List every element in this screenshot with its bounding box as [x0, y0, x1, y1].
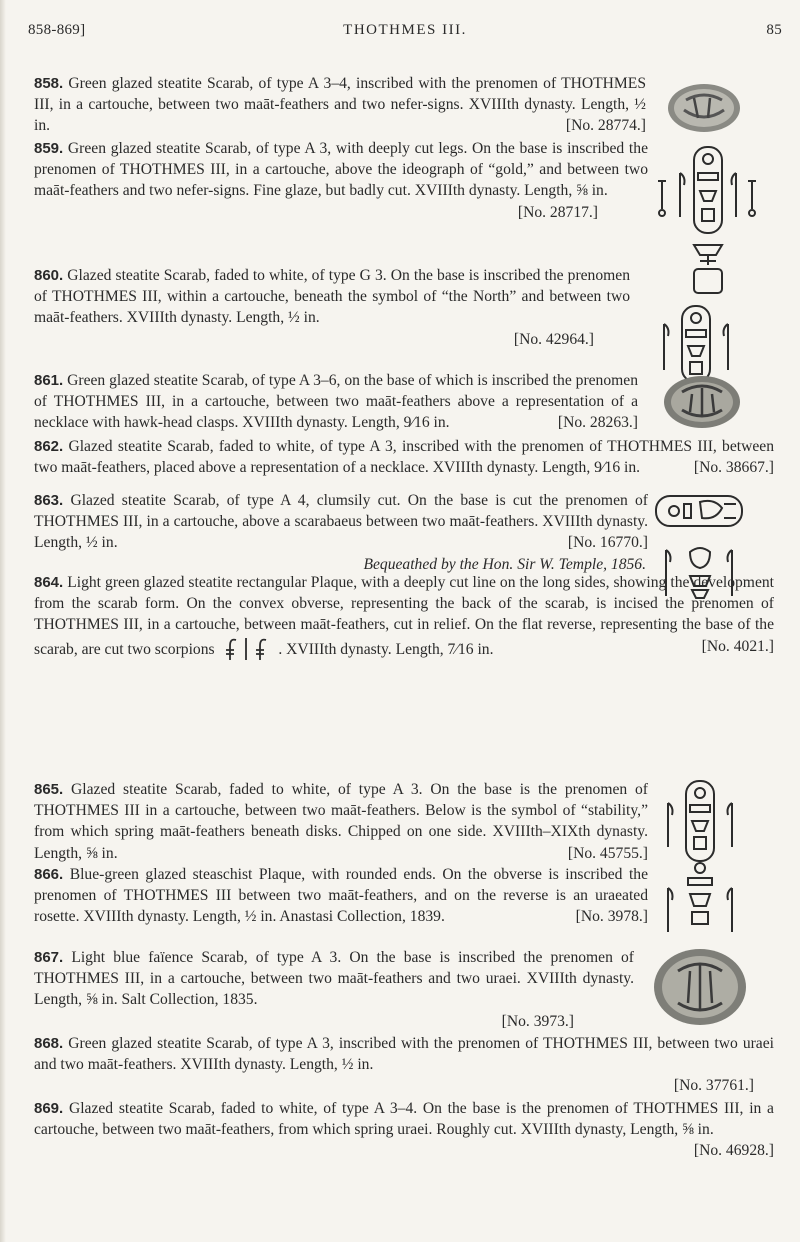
page-edge-shadow	[0, 0, 6, 1242]
running-header	[28, 22, 782, 44]
scorpions-glyph	[222, 636, 270, 662]
scarab-photo-861	[660, 372, 744, 432]
rosette-figure-866	[652, 858, 748, 938]
entry-869: 869. Glazed steatite Scarab, faded to white, of type A 3–4. On the base is the prenomen of THOTHMES III, in a cartouche, between two maāt-feathers, from which spring uraei. Roughly cut. XVIIIth dynasty, Length, ⅝ in. [No. 46928.]	[34, 1100, 774, 1160]
entry-860: 860. Glazed steatite Scarab, faded to white, of type G 3. On the base is inscribed the prenomen of THOTHMES III, within a cartouche, beneath the symbol of “the North” and between two maāt-feathers. XVIIIth dynasty. Length, ½ in. [No. 42964.]	[34, 267, 630, 348]
scarab-photo-867	[650, 945, 750, 1029]
entry-862: 862. Glazed steatite Scarab, faded to white, of type A 3, inscribed with the prenomen of THOTHMES III, between two maāt-feathers, placed above a representation of a necklace. XVIIIth dynasty. Length, 9⁄16 in. [No. 38667.]	[34, 438, 774, 477]
entry-859: 859. Green glazed steatite Scarab, of type A 3, with deeply cut legs. On the base is inscribed the prenomen of THOTHMES III, in a cartouche, above the ideograph of “gold,” and between two maāt-feathers and two nefer-signs. Fine glaze, but badly cut. XVIIIth dynasty. Length, ⅝ in. [No. 28717.]	[34, 140, 648, 221]
header-title: THOTHMES III.	[343, 22, 467, 38]
page-number: 85	[766, 22, 782, 38]
cartouche-figure-865	[652, 775, 748, 865]
entry-863: 863. Glazed steatite Scarab, of type A 4, clumsily cut. On the base is cut the prenomen of THOTHMES III, in a cartouche, above a scarabaeus between two maāt-feathers. XVIIIth dynasty. Length, ½ in. [No. 16770.] Bequeathed by the Hon. Sir W. Temple, 1856.	[34, 492, 648, 573]
entry-867: 867. Light blue faïence Scarab, of type A 3. On the base is inscribed the prenomen of THOTHMES III, in a cartouche, between two maāt-feathers and two uraei. XVIIIth dynasty. Length, ⅝ in. Salt Collection, 1835. [No. 3973.]	[34, 949, 634, 1030]
header-range: 858-869]	[28, 22, 86, 38]
entry-864: 864. Light green glazed steatite rectangular Plaque, with a deeply cut line on the long sides, showing the development from the scarab form. On the convex obverse, representing the back of the scarab, is incised the prenomen of THOTHMES III, in a cartouche, between maāt-feathers, cut in relief. On the flat reverse, representing the base of the scarab, are cut two scorpions . XVIIIth dynasty. Length, 7⁄16 in. [No. 4021.]	[34, 572, 774, 662]
entry-861: 861. Green glazed steatite Scarab, of type A 3–6, on the base of which is inscribed the prenomen of THOTHMES III, in a cartouche, between two maāt-feathers above a representation of a necklace with hawk-head clasps. XVIIIth dynasty. Length, 9⁄16 in. [No. 28263.]	[34, 372, 638, 432]
entry-858: 858. Green glazed steatite Scarab, of type A 3–4, inscribed with the prenomen of THOTHMES III, in a cartouche, between two maāt-feathers and two nefer-signs. XVIIIth dynasty. Length, ½ in. [No. 28774.]	[34, 75, 646, 135]
entry-868: 868. Green glazed steatite Scarab, of type A 3, inscribed with the prenomen of THOTHMES III, between two uraei and two maāt-feathers. XVIIIth dynasty. Length, ½ in. [No. 37761.]	[34, 1035, 774, 1095]
cartouche-figure-859	[656, 145, 756, 295]
scarab-photo-858	[664, 80, 744, 136]
entry-865: 865. Glazed steatite Scarab, faded to white, of type A 3. On the base is the prenomen of THOTHMES III in a cartouche, between two maāt-feathers. Below is the symbol of “stability,” from which spring maāt-feathers beneath disks. Chipped on one side. XVIIIth–XIXth dynasty. Length, ⅝ in. [No. 45755.]	[34, 781, 649, 862]
entry-866: 866. Blue-green glazed steaschist Plaque, with rounded ends. On the obverse is inscribed the prenomen of THOTHMES III between two maāt-feathers, and on the reverse is an uraeated rosette. XVIIIth dynasty. Length, ½ in. Anastasi Collection, 1839. [No. 3978.]	[34, 866, 648, 926]
